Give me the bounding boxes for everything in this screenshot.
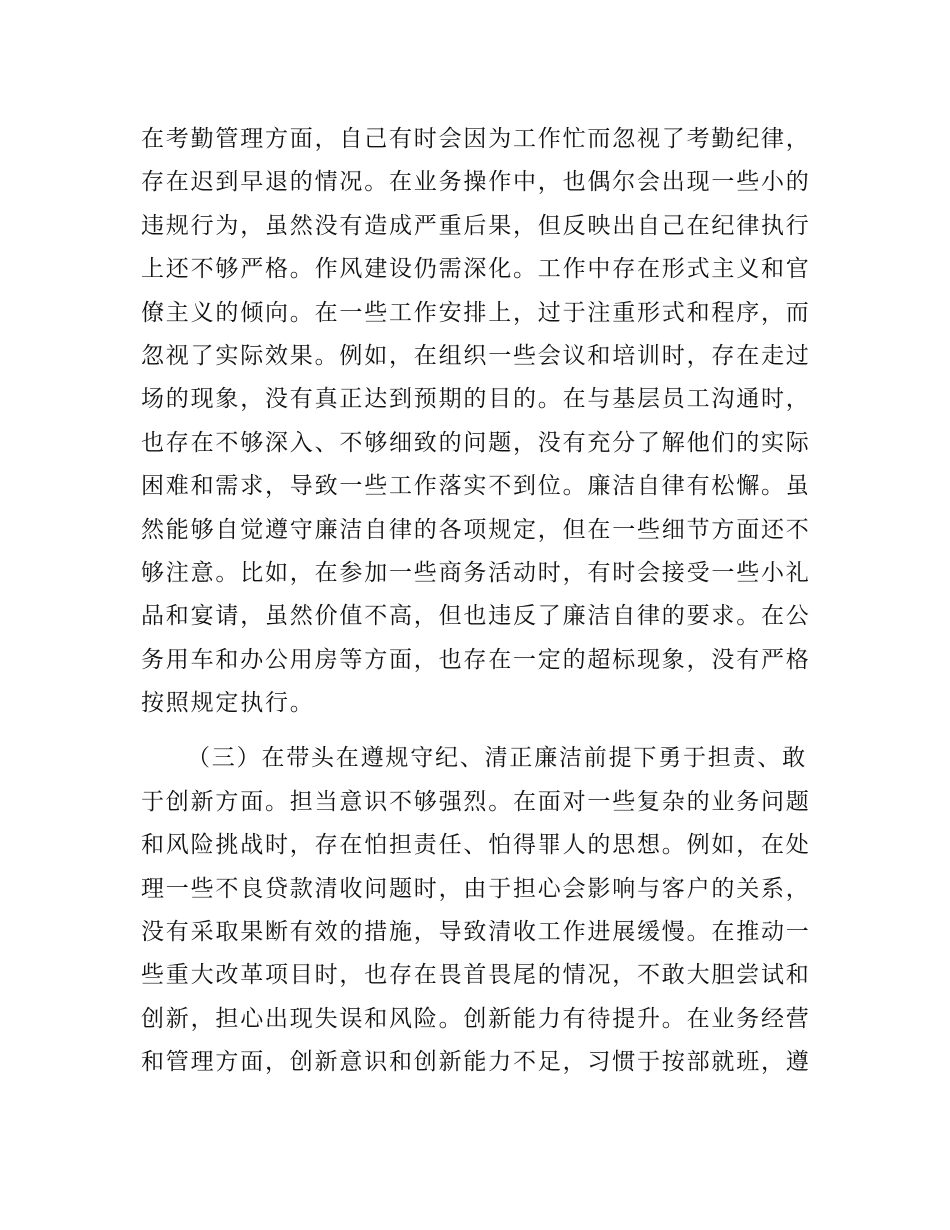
text-line: 理一些不良贷款清收问题时，由于担心会影响与客户的关系， bbox=[141, 875, 811, 902]
paragraph-gap bbox=[141, 725, 811, 737]
document-page bbox=[141, 118, 811, 1085]
text-line: 够注意。比如，在参加一些商务活动时，有时会接受一些小礼 bbox=[141, 559, 811, 586]
text-line: 没有采取果断有效的措施，导致清收工作进展缓慢。在推动一 bbox=[141, 919, 811, 946]
text-line: 和管理方面，创新意识和创新能力不足，习惯于按部就班，遵 bbox=[141, 1049, 811, 1076]
text-line: 存在迟到早退的情况。在业务操作中，也偶尔会出现一些小的 bbox=[141, 169, 811, 196]
text-line: 忽视了实际效果。例如，在组织一些会议和培训时，存在走过 bbox=[141, 342, 811, 369]
text-line: 务用车和办公用房等方面，也存在一定的超标现象，没有严格 bbox=[141, 646, 811, 673]
text-line: 按照规定执行。 bbox=[141, 690, 315, 717]
text-line: 些重大改革项目时，也存在畏首畏尾的情况，不敢大胆尝试和 bbox=[141, 962, 811, 989]
text-line: 僚主义的倾向。在一些工作安排上，过于注重形式和程序，而 bbox=[141, 299, 811, 326]
text-line: 创新，担心出现失误和风险。创新能力有待提升。在业务经营 bbox=[141, 1005, 811, 1032]
text-line: 困难和需求，导致一些工作落实不到位。廉洁自律有松懈。虽 bbox=[141, 473, 811, 500]
section-heading-line: （三）在带头在遵规守纪、清正廉洁前提下勇于担责、敢 bbox=[187, 745, 807, 772]
text-line: 在考勤管理方面，自己有时会因为工作忙而忽视了考勤纪律， bbox=[141, 126, 811, 152]
text-line: 品和宴请，虽然价值不高，但也违反了廉洁自律的要求。在公 bbox=[141, 603, 811, 630]
text-line: 然能够自觉遵守廉洁自律的各项规定，但在一些细节方面还不 bbox=[141, 516, 811, 543]
paragraph-2 bbox=[141, 737, 811, 1084]
text-line: 于创新方面。担当意识不够强烈。在面对一些复杂的业务问题 bbox=[141, 788, 811, 815]
text-line: 和风险挑战时，存在怕担责任、怕得罪人的思想。例如，在处 bbox=[141, 832, 811, 859]
text-line: 违规行为，虽然没有造成严重后果，但反映出自己在纪律执行 bbox=[141, 212, 811, 239]
text-line: 上还不够严格。作风建设仍需深化。工作中存在形式主义和官 bbox=[141, 256, 811, 283]
paragraph-1 bbox=[141, 118, 811, 725]
text-line: 也存在不够深入、不够细致的问题，没有充分了解他们的实际 bbox=[141, 429, 811, 456]
text-line: 场的现象，没有真正达到预期的目的。在与基层员工沟通时， bbox=[141, 386, 811, 413]
